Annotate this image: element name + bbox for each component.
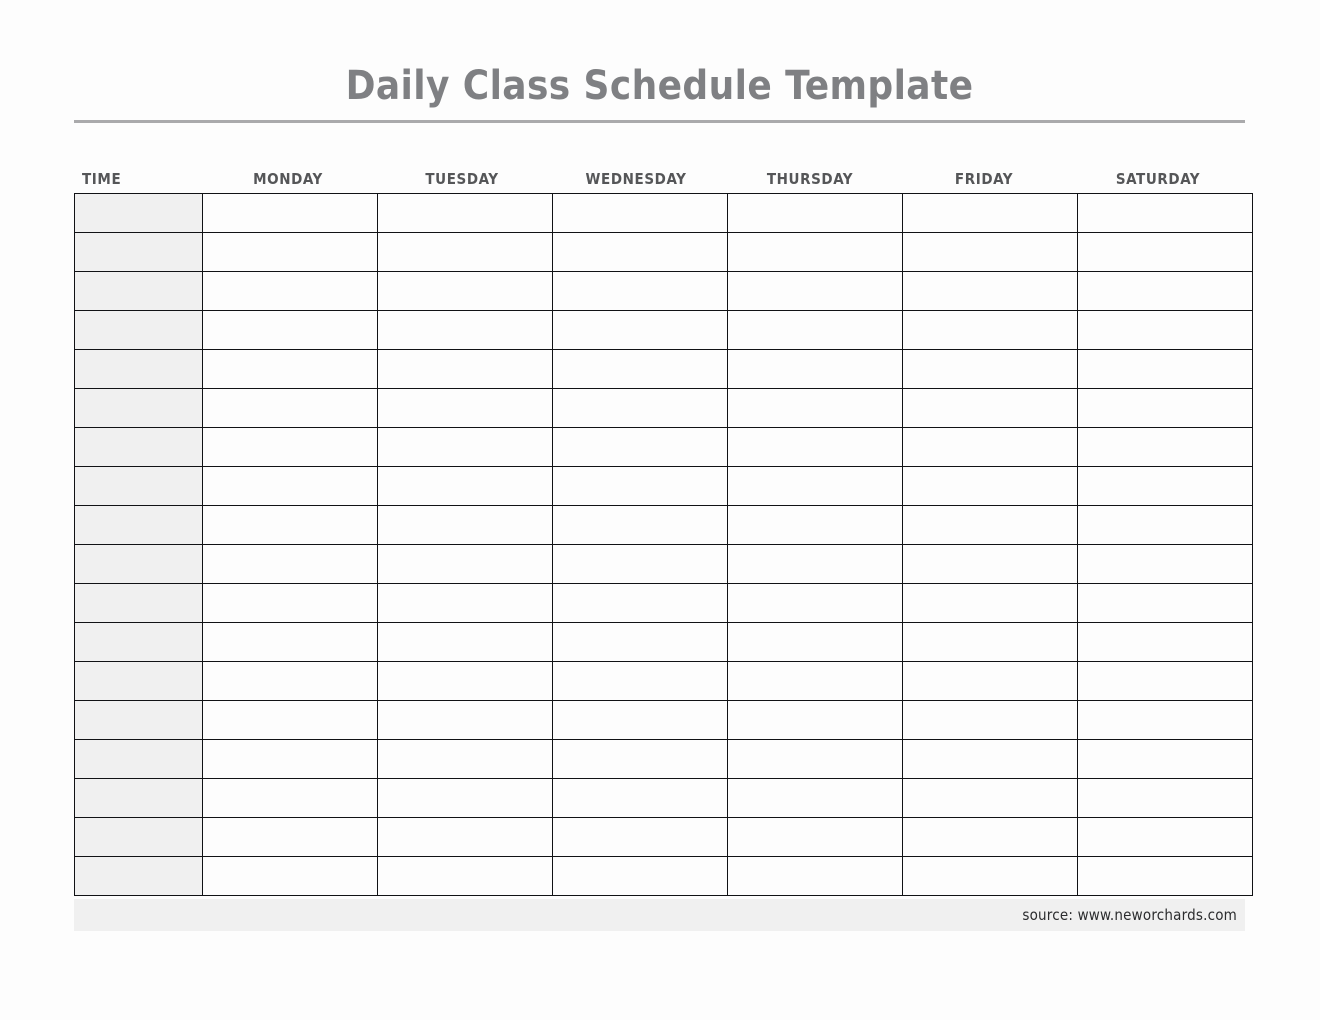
schedule-grid-body: [75, 194, 1253, 896]
schedule-cell-wednesday[interactable]: [553, 389, 728, 428]
schedule-cell-wednesday[interactable]: [553, 350, 728, 389]
schedule-cell-friday[interactable]: [903, 272, 1078, 311]
column-header-thursday: THURSDAY: [766, 170, 854, 188]
time-cell[interactable]: [75, 350, 203, 389]
schedule-cell-friday[interactable]: [903, 857, 1078, 896]
time-cell[interactable]: [75, 233, 203, 272]
schedule-cell-monday[interactable]: [203, 701, 378, 740]
schedule-cell-wednesday[interactable]: [553, 428, 728, 467]
schedule-cell-monday[interactable]: [203, 623, 378, 662]
schedule-cell-saturday[interactable]: [1078, 350, 1253, 389]
schedule-cell-thursday[interactable]: [728, 389, 903, 428]
time-cell[interactable]: [75, 623, 203, 662]
schedule-cell-saturday[interactable]: [1078, 584, 1253, 623]
table-row: [75, 272, 1253, 311]
table-column-headers: [74, 158, 1245, 188]
schedule-cell-wednesday[interactable]: [553, 194, 728, 233]
schedule-cell-saturday[interactable]: [1078, 545, 1253, 584]
time-cell[interactable]: [75, 662, 203, 701]
schedule-cell-thursday[interactable]: [728, 701, 903, 740]
table-row: [75, 428, 1253, 467]
schedule-cell-thursday[interactable]: [728, 350, 903, 389]
schedule-cell-tuesday[interactable]: [378, 545, 553, 584]
schedule-cell-tuesday[interactable]: [378, 389, 553, 428]
schedule-cell-wednesday[interactable]: [553, 740, 728, 779]
schedule-cell-tuesday[interactable]: [378, 350, 553, 389]
schedule-cell-friday[interactable]: [903, 389, 1078, 428]
schedule-cell-tuesday[interactable]: [378, 584, 553, 623]
schedule-cell-tuesday[interactable]: [378, 467, 553, 506]
time-cell[interactable]: [75, 272, 203, 311]
schedule-cell-friday[interactable]: [903, 311, 1078, 350]
table-row: [75, 545, 1253, 584]
schedule-cell-tuesday[interactable]: [378, 194, 553, 233]
schedule-cell-wednesday[interactable]: [553, 779, 728, 818]
schedule-cell-friday[interactable]: [903, 740, 1078, 779]
schedule-cell-monday[interactable]: [203, 272, 378, 311]
schedule-cell-wednesday[interactable]: [553, 272, 728, 311]
column-header-tuesday: TUESDAY: [425, 170, 499, 188]
schedule-cell-saturday[interactable]: [1078, 623, 1253, 662]
schedule-cell-saturday[interactable]: [1078, 233, 1253, 272]
schedule-cell-thursday[interactable]: [728, 779, 903, 818]
schedule-cell-wednesday[interactable]: [553, 545, 728, 584]
table-row: [75, 389, 1253, 428]
table-row: [75, 857, 1253, 896]
table-row: [75, 311, 1253, 350]
schedule-cell-tuesday[interactable]: [378, 857, 553, 896]
schedule-cell-thursday[interactable]: [728, 506, 903, 545]
table-row: [75, 233, 1253, 272]
column-header-wednesday: WEDNESDAY: [585, 170, 687, 188]
schedule-cell-friday[interactable]: [903, 233, 1078, 272]
schedule-cell-wednesday[interactable]: [553, 623, 728, 662]
schedule-cell-monday[interactable]: [203, 584, 378, 623]
time-cell[interactable]: [75, 584, 203, 623]
schedule-cell-saturday[interactable]: [1078, 428, 1253, 467]
schedule-cell-saturday[interactable]: [1078, 272, 1253, 311]
time-cell[interactable]: [75, 428, 203, 467]
schedule-cell-thursday[interactable]: [728, 740, 903, 779]
table-row: [75, 467, 1253, 506]
schedule-cell-tuesday[interactable]: [378, 701, 553, 740]
time-cell[interactable]: [75, 389, 203, 428]
table-row: [75, 818, 1253, 857]
schedule-cell-thursday[interactable]: [728, 545, 903, 584]
time-cell[interactable]: [75, 779, 203, 818]
schedule-cell-wednesday[interactable]: [553, 467, 728, 506]
schedule-cell-monday[interactable]: [203, 545, 378, 584]
schedule-cell-thursday[interactable]: [728, 662, 903, 701]
title-block: [74, 60, 1245, 123]
schedule-cell-monday[interactable]: [203, 350, 378, 389]
schedule-cell-friday[interactable]: [903, 623, 1078, 662]
schedule-cell-tuesday[interactable]: [378, 623, 553, 662]
table-row: [75, 506, 1253, 545]
footer-bar: [74, 899, 1245, 931]
table-row: [75, 194, 1253, 233]
schedule-cell-monday[interactable]: [203, 194, 378, 233]
source-attribution: source: www.neworchards.com: [1022, 906, 1237, 924]
column-header-saturday: SATURDAY: [1115, 170, 1201, 188]
schedule-cell-tuesday[interactable]: [378, 233, 553, 272]
time-cell[interactable]: [75, 740, 203, 779]
schedule-cell-monday[interactable]: [203, 467, 378, 506]
schedule-cell-monday[interactable]: [203, 389, 378, 428]
schedule-cell-thursday[interactable]: [728, 272, 903, 311]
schedule-cell-friday[interactable]: [903, 194, 1078, 233]
schedule-cell-friday[interactable]: [903, 818, 1078, 857]
schedule-cell-tuesday[interactable]: [378, 272, 553, 311]
schedule-cell-saturday[interactable]: [1078, 311, 1253, 350]
schedule-cell-thursday[interactable]: [728, 428, 903, 467]
schedule-cell-saturday[interactable]: [1078, 818, 1253, 857]
schedule-cell-tuesday[interactable]: [378, 506, 553, 545]
schedule-cell-saturday[interactable]: [1078, 506, 1253, 545]
column-header-time: TIME: [82, 170, 122, 188]
schedule-cell-thursday[interactable]: [728, 623, 903, 662]
schedule-cell-thursday[interactable]: [728, 233, 903, 272]
schedule-cell-saturday[interactable]: [1078, 740, 1253, 779]
schedule-cell-wednesday[interactable]: [553, 506, 728, 545]
schedule-cell-wednesday[interactable]: [553, 818, 728, 857]
table-row: [75, 623, 1253, 662]
schedule-cell-saturday[interactable]: [1078, 467, 1253, 506]
schedule-cell-monday[interactable]: [203, 428, 378, 467]
table-row: [75, 662, 1253, 701]
schedule-cell-wednesday[interactable]: [553, 233, 728, 272]
schedule-cell-thursday[interactable]: [728, 467, 903, 506]
schedule-cell-wednesday[interactable]: [553, 701, 728, 740]
schedule-cell-thursday[interactable]: [728, 857, 903, 896]
schedule-cell-tuesday[interactable]: [378, 818, 553, 857]
schedule-cell-monday[interactable]: [203, 857, 378, 896]
table-row: [75, 350, 1253, 389]
schedule-cell-friday[interactable]: [903, 467, 1078, 506]
schedule-cell-friday[interactable]: [903, 584, 1078, 623]
schedule-cell-saturday[interactable]: [1078, 857, 1253, 896]
page-title: Daily Class Schedule Template: [345, 63, 974, 109]
table-row: [75, 740, 1253, 779]
table-row: [75, 779, 1253, 818]
schedule-cell-wednesday[interactable]: [553, 311, 728, 350]
schedule-cell-friday[interactable]: [903, 428, 1078, 467]
time-cell[interactable]: [75, 311, 203, 350]
time-cell[interactable]: [75, 818, 203, 857]
table-row: [75, 701, 1253, 740]
schedule-cell-tuesday[interactable]: [378, 662, 553, 701]
schedule-cell-monday[interactable]: [203, 779, 378, 818]
schedule-cell-friday[interactable]: [903, 545, 1078, 584]
time-cell[interactable]: [75, 545, 203, 584]
schedule-cell-saturday[interactable]: [1078, 701, 1253, 740]
time-cell[interactable]: [75, 857, 203, 896]
time-cell[interactable]: [75, 194, 203, 233]
schedule-cell-wednesday[interactable]: [553, 584, 728, 623]
schedule-cell-wednesday[interactable]: [553, 662, 728, 701]
schedule-cell-friday[interactable]: [903, 701, 1078, 740]
time-cell[interactable]: [75, 467, 203, 506]
schedule-cell-thursday[interactable]: [728, 818, 903, 857]
schedule-cell-monday[interactable]: [203, 818, 378, 857]
time-cell[interactable]: [75, 701, 203, 740]
schedule-cell-thursday[interactable]: [728, 194, 903, 233]
schedule-cell-tuesday[interactable]: [378, 740, 553, 779]
time-cell[interactable]: [75, 506, 203, 545]
schedule-cell-saturday[interactable]: [1078, 194, 1253, 233]
schedule-cell-monday[interactable]: [203, 311, 378, 350]
schedule-cell-saturday[interactable]: [1078, 389, 1253, 428]
column-header-friday: FRIDAY: [954, 170, 1014, 188]
schedule-cell-tuesday[interactable]: [378, 311, 553, 350]
schedule-cell-wednesday[interactable]: [553, 857, 728, 896]
schedule-cell-monday[interactable]: [203, 233, 378, 272]
schedule-cell-saturday[interactable]: [1078, 662, 1253, 701]
schedule-cell-friday[interactable]: [903, 662, 1078, 701]
schedule-cell-monday[interactable]: [203, 662, 378, 701]
schedule-cell-friday[interactable]: [903, 350, 1078, 389]
schedule-cell-saturday[interactable]: [1078, 779, 1253, 818]
schedule-cell-tuesday[interactable]: [378, 779, 553, 818]
schedule-cell-thursday[interactable]: [728, 584, 903, 623]
schedule-cell-friday[interactable]: [903, 506, 1078, 545]
schedule-grid: [74, 193, 1253, 896]
title-divider: [74, 120, 1245, 123]
schedule-cell-tuesday[interactable]: [378, 428, 553, 467]
schedule-cell-friday[interactable]: [903, 779, 1078, 818]
column-header-monday: MONDAY: [253, 170, 323, 188]
table-row: [75, 584, 1253, 623]
schedule-cell-monday[interactable]: [203, 506, 378, 545]
schedule-cell-thursday[interactable]: [728, 311, 903, 350]
schedule-cell-monday[interactable]: [203, 740, 378, 779]
